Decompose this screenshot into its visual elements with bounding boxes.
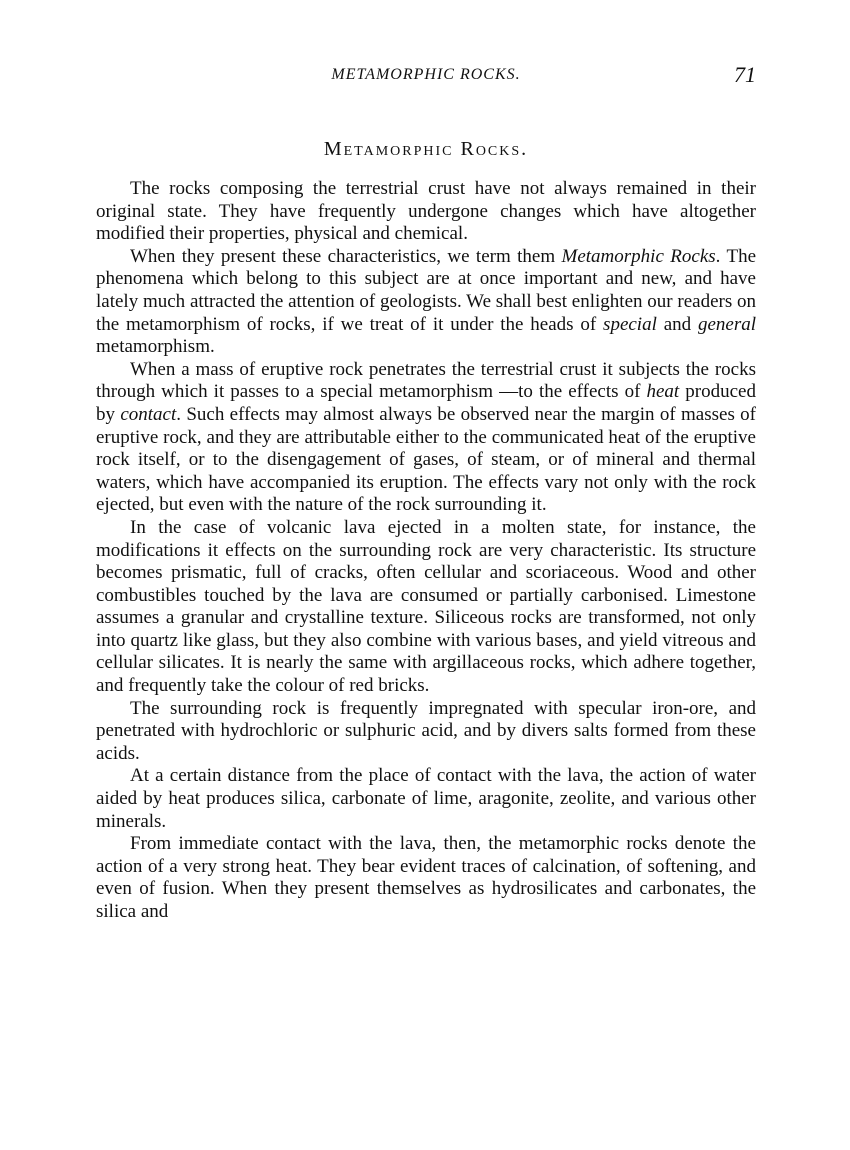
- italic-term: contact: [120, 403, 177, 425]
- text-run: The rocks composing the terrestrial crust have not always remained in their original state. They have frequently undergone changes which have altogether modified their properties, physical and chemical.: [96, 178, 756, 245]
- italic-term: special: [603, 313, 657, 335]
- text-run: metamorphism.: [96, 336, 215, 358]
- paragraph: [96, 833, 756, 923]
- running-title: METAMORPHIC ROCKS.: [331, 66, 521, 83]
- paragraph: [96, 517, 756, 698]
- text-run: From immediate contact with the lava, then, the metamorphic rocks denote the action of a very strong heat. They bear evident traces of calcination, of softening, and even of fusion. When they present themselves as hydrosilicates and carbonates, the silica and: [96, 833, 756, 922]
- paragraph: [96, 698, 756, 766]
- text-run: In the case of volcanic lava ejected in a molten state, for instance, the modifications it effects on the surrounding rock are very characteristic. Its structure becomes prismatic, full of cracks, often cellular and scoriaceous. Wood and other combustibles touched by the lava are consumed or partially carbonised. Limestone assumes a granular and crystalline texture. Siliceous rocks are transformed, not only into quartz like glass, but they also combine with various bases, and yield vitreous and cellular silicates. It is nearly the same with argillaceous rocks, which adhere together, and frequently take the colour of red bricks.: [96, 516, 756, 697]
- paragraph: [96, 178, 756, 246]
- text-run: . Such effects may almost always be observed near the margin of masses of eruptive rock, and they are attributable either to the communicated heat of the eruptive rock itself, or to the disengagement of gases, of steam, or of mineral and thermal waters, which have accompanied its eruption. The effects vary not only with the rock ejected, but even with the nature of the rock surrounding it.: [96, 403, 756, 516]
- text-run: and: [656, 313, 698, 335]
- text-run: The surrounding rock is frequently impregnated with specular iron-ore, and penetrated with hydrochloric or sulphuric acid, and by divers salts formed from these acids.: [96, 697, 756, 764]
- paragraph: [96, 359, 756, 517]
- italic-term: Metamorphic Rocks: [561, 245, 716, 267]
- text-run: produced by: [96, 381, 756, 425]
- italic-term: heat: [646, 381, 680, 403]
- running-head: [96, 62, 756, 90]
- body-text: [96, 178, 756, 924]
- paragraph: [96, 246, 756, 359]
- section-title: Metamorphic Rocks.: [323, 138, 529, 160]
- text-run: When they present these characteristics, we term them: [130, 245, 562, 267]
- text-run: At a certain distance from the place of contact with the lava, the action of water aided by heat produces silica, carbonate of lime, aragonite, zeolite, and various other minerals.: [96, 765, 756, 832]
- text-run: When a mass of eruptive rock penetrates the terrestrial crust it subjects the rocks through which it passes to a special metamorphism —to the effects of: [96, 358, 756, 403]
- paragraph: [96, 765, 756, 833]
- italic-term: general: [697, 313, 756, 335]
- text-run: . The phenomena which belong to this subject are at once important and new, and have lately much attracted the attention of geologists. We shall best enlighten our readers on the metamorphism of rocks, if we treat of it under the heads of: [96, 245, 756, 335]
- page-number: 71: [734, 62, 756, 87]
